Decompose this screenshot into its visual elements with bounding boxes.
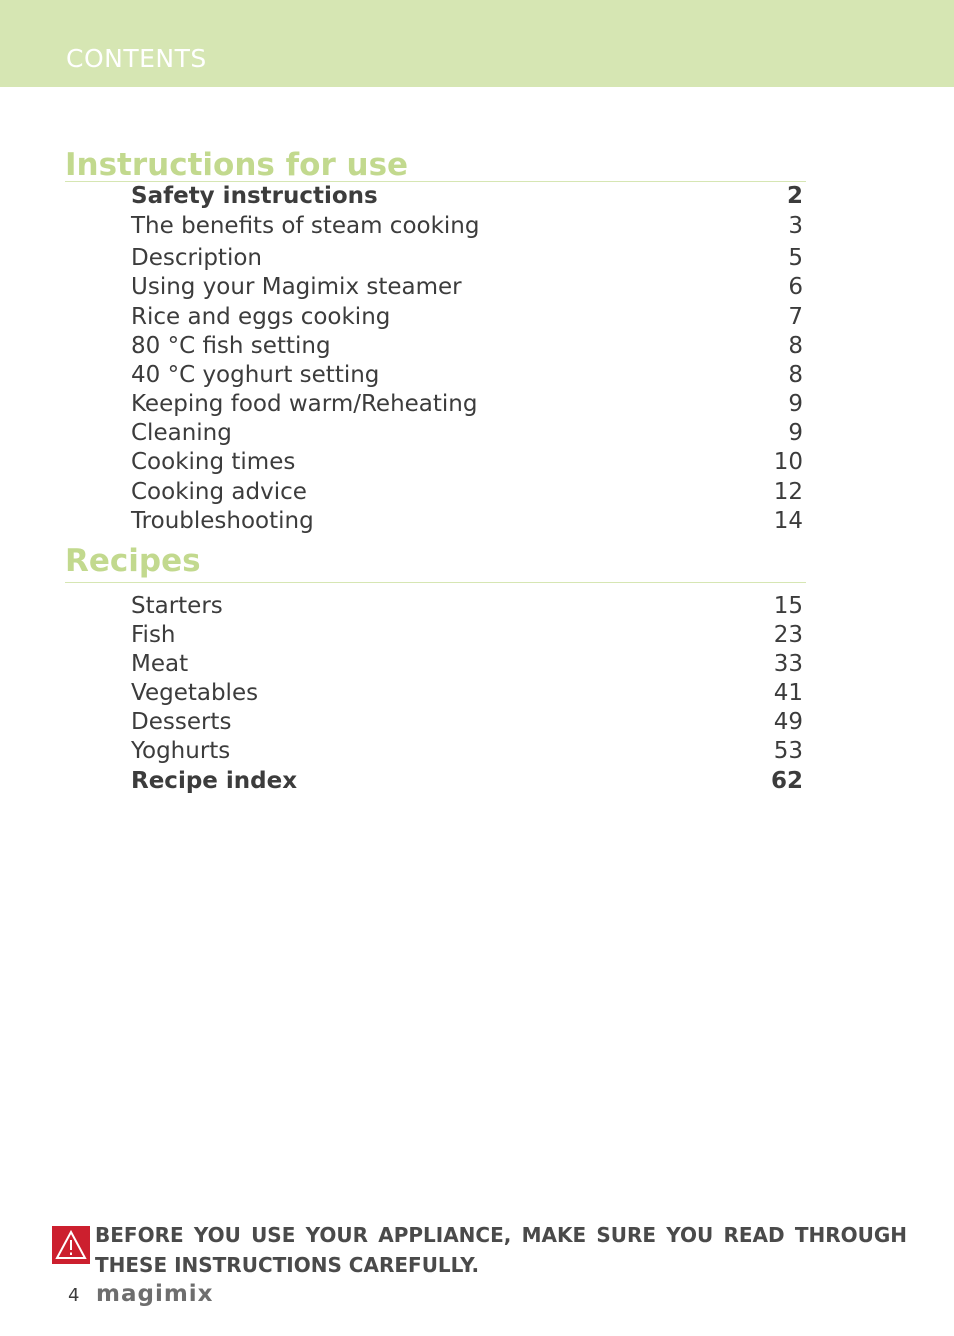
toc-item-label: Keeping food warm/Reheating <box>131 391 478 417</box>
toc-item-troubleshooting[interactable] <box>131 507 803 536</box>
toc-item-label: 40 °C yoghurt setting <box>131 362 380 388</box>
toc-item-label: Vegetables <box>131 680 259 706</box>
toc-item-page: 3 <box>788 213 803 239</box>
section-heading-recipes: Recipes <box>65 544 806 583</box>
warning-message: BEFORE YOU USE YOUR APPLIANCE, MAKE SURE YOU READ THROUGH THESE INSTRUCTIONS CAREFULLY. <box>95 1223 907 1277</box>
toc-item-label: Meat <box>131 651 189 677</box>
toc-item-cooking-advice[interactable] <box>131 478 803 507</box>
toc-item-page: 15 <box>773 593 803 619</box>
section-heading-instructions: Instructions for use <box>65 148 806 182</box>
toc-item-label: Recipe index <box>131 768 298 794</box>
page-title: CONTENTS <box>66 44 207 73</box>
toc-item-page: 53 <box>773 738 803 764</box>
toc-item-label: Safety instructions <box>131 183 378 209</box>
toc-item-meat[interactable] <box>131 650 803 679</box>
warning-triangle-icon <box>52 1226 90 1264</box>
toc-item-keeping-warm[interactable] <box>131 390 803 419</box>
toc-item-page: 33 <box>773 651 803 677</box>
toc-item-vegetables[interactable] <box>131 679 803 708</box>
toc-item-safety-instructions[interactable] <box>131 182 803 211</box>
page-number: 4 <box>68 1285 80 1306</box>
toc-item-label: Yoghurts <box>131 738 231 764</box>
toc-item-label: The benefits of steam cooking <box>131 213 480 239</box>
toc-item-page: 9 <box>788 420 803 446</box>
toc-item-page: 8 <box>788 333 803 359</box>
toc-item-fish[interactable] <box>131 621 803 650</box>
toc-item-page: 23 <box>773 622 803 648</box>
toc-item-using-steamer[interactable] <box>131 273 803 302</box>
toc-item-page: 9 <box>788 391 803 417</box>
toc-item-label: Starters <box>131 593 223 619</box>
toc-item-label: Cooking times <box>131 449 296 475</box>
toc-item-page: 49 <box>773 709 803 735</box>
toc-item-label: Rice and eggs cooking <box>131 304 391 330</box>
toc-item-label: Fish <box>131 622 176 648</box>
toc-item-page: 2 <box>786 183 803 209</box>
toc-item-page: 14 <box>773 508 803 534</box>
toc-item-cooking-times[interactable] <box>131 448 803 477</box>
toc-item-label: Using your Magimix steamer <box>131 274 462 300</box>
toc-item-rice-eggs[interactable] <box>131 303 803 332</box>
toc-item-description[interactable] <box>131 244 803 273</box>
toc-item-yoghurts[interactable] <box>131 737 803 766</box>
toc-item-fish-setting[interactable] <box>131 332 803 361</box>
toc-item-benefits-steam-cooking[interactable] <box>131 212 803 241</box>
toc-item-label: 80 °C fish setting <box>131 333 331 359</box>
toc-item-label: Troubleshooting <box>131 508 314 534</box>
toc-item-page: 5 <box>788 245 803 271</box>
toc-item-desserts[interactable] <box>131 708 803 737</box>
toc-item-page: 12 <box>773 479 803 505</box>
toc-item-page: 10 <box>773 449 803 475</box>
toc-item-page: 62 <box>770 768 803 794</box>
toc-item-page: 41 <box>773 680 803 706</box>
toc-item-label: Description <box>131 245 262 271</box>
toc-item-label: Cooking advice <box>131 479 307 505</box>
toc-item-recipe-index[interactable] <box>131 767 803 796</box>
toc-item-label: Cleaning <box>131 420 232 446</box>
toc-item-page: 8 <box>788 362 803 388</box>
toc-item-label: Desserts <box>131 709 232 735</box>
toc-item-page: 6 <box>788 274 803 300</box>
toc-item-yoghurt-setting[interactable] <box>131 361 803 390</box>
brand-logo: magimix <box>96 1281 214 1307</box>
toc-item-cleaning[interactable] <box>131 419 803 448</box>
toc-item-starters[interactable] <box>131 592 803 621</box>
toc-item-page: 7 <box>788 304 803 330</box>
